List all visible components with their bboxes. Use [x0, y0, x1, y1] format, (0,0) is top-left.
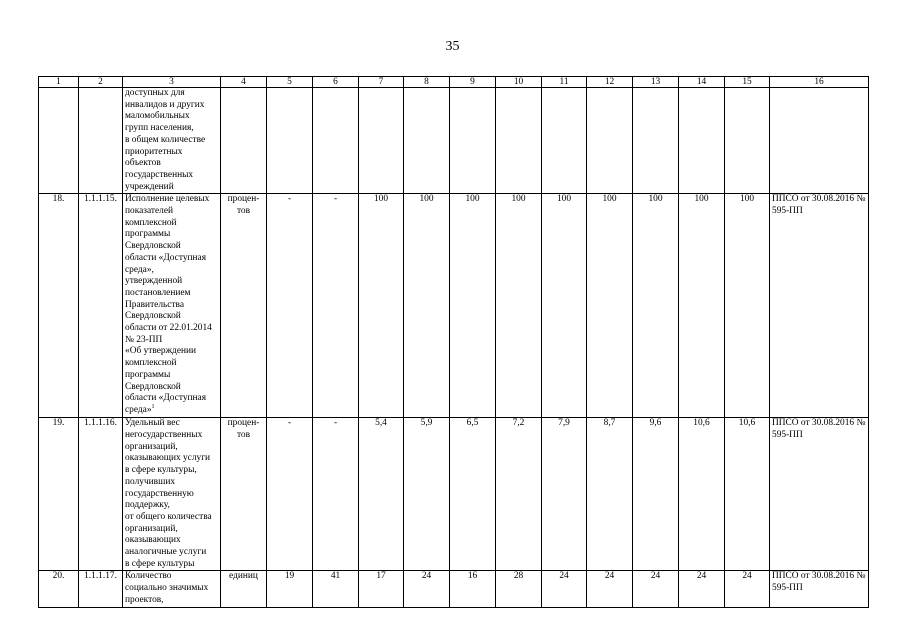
- indicators-table: [38, 76, 869, 608]
- column-header-2: 2: [79, 77, 123, 88]
- column-header-1: 1: [39, 77, 79, 88]
- row-number-cell: 18.: [39, 194, 79, 418]
- value-cell: [267, 88, 313, 194]
- unit-cell: единиц: [221, 571, 267, 607]
- value-cell: 17: [359, 571, 404, 607]
- indicator-name-text: Количество социально значимых проектов,: [125, 571, 209, 605]
- indicator-name-text: доступных для инвалидов и других маломобильных групп населения, в общем количестве приоритетных объектов государственных учреждений: [125, 88, 206, 192]
- value-cell: 41: [313, 571, 359, 607]
- value-cell: 24: [725, 571, 770, 607]
- column-header-14: 14: [679, 77, 725, 88]
- source-cell: ППСО от 30.08.2016 № 595-ПП: [770, 571, 869, 607]
- column-header-5: 5: [267, 77, 313, 88]
- value-cell: 7,9: [542, 418, 587, 571]
- value-cell: [496, 88, 542, 194]
- indicator-name-text: Удельный вес негосударственных организаций, оказывающих услуги в сфере культуры, получивших государственную поддержку, от общего количества организаций, оказывающих аналогичные услуги в сфере культуры: [125, 418, 212, 569]
- value-cell: -: [313, 194, 359, 418]
- value-cell: 19: [267, 571, 313, 607]
- value-cell: 100: [496, 194, 542, 418]
- table-row: [39, 194, 869, 418]
- value-cell: [359, 88, 404, 194]
- value-cell: 100: [587, 194, 633, 418]
- row-number-cell: [39, 88, 79, 194]
- unit-cell: процен- тов: [221, 194, 267, 418]
- value-cell: -: [313, 418, 359, 571]
- table-body: [39, 77, 869, 608]
- value-cell: 24: [542, 571, 587, 607]
- value-cell: 7,2: [496, 418, 542, 571]
- value-cell: 8,7: [587, 418, 633, 571]
- value-cell: 24: [633, 571, 679, 607]
- indicator-name-text: Исполнение целевых показателей комплексной программы Свердловской области «Доступная среда», утвержденной постановлением Правительства Свердловской области от 22.01.2014 № 23-ПП «Об утверждении комплексной программы Свердловской области «Доступная среда»: [125, 194, 212, 415]
- value-cell: [404, 88, 450, 194]
- value-cell: [587, 88, 633, 194]
- table-row: [39, 418, 869, 571]
- row-code-cell: 1.1.1.16.: [79, 418, 123, 571]
- column-header-3: 3: [123, 77, 221, 88]
- value-cell: [725, 88, 770, 194]
- value-cell: [450, 88, 496, 194]
- indicator-name-cell: [123, 194, 221, 418]
- value-cell: 100: [450, 194, 496, 418]
- source-cell: ППСО от 30.08.2016 № 595-ПП: [770, 418, 869, 571]
- column-header-11: 11: [542, 77, 587, 88]
- table-row: [39, 88, 869, 194]
- row-number-cell: 19.: [39, 418, 79, 571]
- value-cell: -: [267, 194, 313, 418]
- column-header-6: 6: [313, 77, 359, 88]
- value-cell: 5,9: [404, 418, 450, 571]
- value-cell: [313, 88, 359, 194]
- table-header-row: [39, 77, 869, 88]
- column-header-13: 13: [633, 77, 679, 88]
- page-number: 35: [445, 39, 460, 54]
- value-cell: [679, 88, 725, 194]
- value-cell: 9,6: [633, 418, 679, 571]
- value-cell: [542, 88, 587, 194]
- value-cell: 100: [633, 194, 679, 418]
- value-cell: 100: [404, 194, 450, 418]
- column-header-8: 8: [404, 77, 450, 88]
- column-header-4: 4: [221, 77, 267, 88]
- row-number-cell: 20.: [39, 571, 79, 607]
- column-header-12: 12: [587, 77, 633, 88]
- source-cell: ППСО от 30.08.2016 № 595-ПП: [770, 194, 869, 418]
- value-cell: 10,6: [725, 418, 770, 571]
- indicator-name-cell: [123, 571, 221, 607]
- value-cell: 100: [725, 194, 770, 418]
- column-header-9: 9: [450, 77, 496, 88]
- row-code-cell: 1.1.1.17.: [79, 571, 123, 607]
- row-code-cell: 1.1.1.15.: [79, 194, 123, 418]
- value-cell: -: [267, 418, 313, 571]
- column-header-15: 15: [725, 77, 770, 88]
- indicator-name-cell: [123, 418, 221, 571]
- unit-cell: процен- тов: [221, 418, 267, 571]
- value-cell: 24: [587, 571, 633, 607]
- value-cell: 100: [359, 194, 404, 418]
- source-cell: [770, 88, 869, 194]
- column-header-7: 7: [359, 77, 404, 88]
- value-cell: 24: [679, 571, 725, 607]
- value-cell: 16: [450, 571, 496, 607]
- value-cell: 5,4: [359, 418, 404, 571]
- value-cell: 10,6: [679, 418, 725, 571]
- unit-cell: [221, 88, 267, 194]
- value-cell: 6,5: [450, 418, 496, 571]
- value-cell: 24: [404, 571, 450, 607]
- value-cell: 28: [496, 571, 542, 607]
- value-cell: [633, 88, 679, 194]
- column-header-16: 16: [770, 77, 869, 88]
- footnote-marker: 1: [151, 403, 155, 410]
- column-header-10: 10: [496, 77, 542, 88]
- value-cell: 100: [542, 194, 587, 418]
- row-code-cell: [79, 88, 123, 194]
- table-row: [39, 571, 869, 607]
- value-cell: 100: [679, 194, 725, 418]
- indicator-name-cell: [123, 88, 221, 194]
